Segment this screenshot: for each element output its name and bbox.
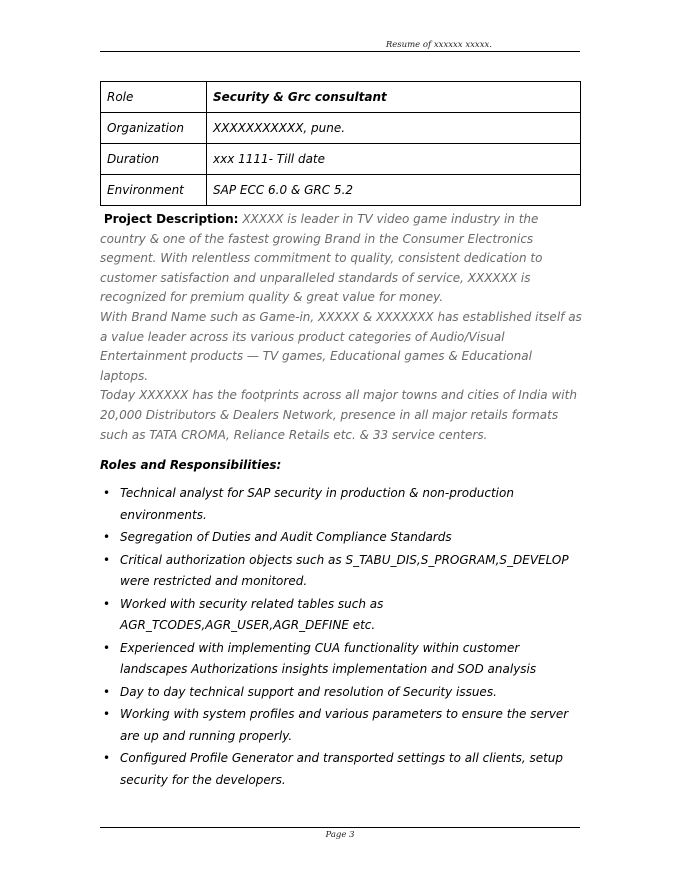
list-item bbox=[100, 748, 582, 791]
list-item bbox=[100, 550, 582, 593]
bullet-icon: • bbox=[103, 640, 111, 655]
responsibilities-list bbox=[100, 483, 582, 792]
project-info-table bbox=[100, 81, 581, 206]
organization-label: Organization bbox=[101, 113, 207, 144]
description-paragraph: Today XXXXXX has the footprints across all major towns and cities of India with 20,000 Distributors & Dealers Network, presence in all major retails formats such as TATA CROMA, Reliance Retails etc. & 33 service centers. bbox=[100, 388, 577, 442]
bullet-icon: • bbox=[103, 684, 111, 699]
list-item bbox=[100, 594, 582, 637]
bullet-icon: • bbox=[103, 707, 111, 721]
project-description bbox=[100, 210, 582, 445]
description-paragraph: With Brand Name such as Game-in, XXXXX & XXXXXXX has established itself as a value leader across its various product categories of Audio/Visual Entertainment products — TV games, Educational games & Educational laptops. bbox=[100, 309, 582, 383]
list-item bbox=[100, 483, 582, 526]
list-item bbox=[100, 682, 582, 704]
roles-heading: Roles and Responsibilities: bbox=[100, 458, 282, 472]
duration-label: Duration bbox=[101, 144, 207, 175]
list-item-text: Technical analyst for SAP security in production & non-production environments. bbox=[120, 486, 514, 522]
list-item-text: Day to day technical support and resolution of Security issues. bbox=[120, 684, 497, 699]
environment-value: SAP ECC 6.0 & GRC 5.2 bbox=[207, 175, 581, 206]
bullet-icon: • bbox=[103, 486, 111, 500]
list-item-text: Configured Profile Generator and transported settings to all clients, setup security for the developers. bbox=[120, 751, 564, 787]
table-row bbox=[101, 175, 581, 206]
bullet-icon: • bbox=[103, 530, 111, 544]
list-item-text: Worked with security related tables such as AGR_TCODES,AGR_USER,AGR_DEFINE etc. bbox=[120, 596, 384, 632]
description-text: XXXXX is leader in TV video game industry in the country & one of the fastest growing Brand in the Consumer Electronics segment. With relentless commitment to quality, consistent dedication to customer satisfaction and unparalleled standards of service, XXXXXX is recognized for premium quality & great value for money. bbox=[100, 212, 543, 305]
project-description-label: Project Description: bbox=[103, 212, 239, 226]
header-rule bbox=[100, 51, 580, 52]
organization-value: XXXXXXXXXXX, pune. bbox=[207, 113, 581, 144]
role-value: Security & Grc consultant bbox=[207, 82, 581, 113]
list-item bbox=[100, 704, 582, 747]
list-item-text: Segregation of Duties and Audit Compliance Standards bbox=[120, 530, 452, 544]
list-item bbox=[100, 527, 582, 549]
environment-label: Environment bbox=[101, 175, 207, 206]
role-label: Role bbox=[101, 82, 207, 113]
bullet-icon: • bbox=[103, 751, 111, 765]
table-row bbox=[101, 82, 581, 113]
table-row bbox=[101, 113, 581, 144]
list-item-text: Critical authorization objects such as S_TABU_DIS,S_PROGRAM,S_DEVELOP were restricted and monitored. bbox=[120, 552, 569, 588]
table-row bbox=[101, 144, 581, 175]
bullet-icon: • bbox=[103, 596, 111, 611]
bullet-icon: • bbox=[103, 552, 111, 567]
page-number: Page 3 bbox=[325, 830, 355, 840]
footer-rule bbox=[100, 827, 580, 828]
duration-value: xxx 1111- Till date bbox=[207, 144, 581, 175]
list-item bbox=[100, 638, 582, 681]
running-header: Resume of xxxxxx xxxxx. bbox=[385, 40, 492, 50]
list-item-text: Experienced with implementing CUA functionality within customer landscapes Authorizations insights implementation and SOD analysis bbox=[120, 640, 537, 676]
description-paragraph bbox=[100, 210, 582, 308]
list-item-text: Working with system profiles and various parameters to ensure the server are up and running properly. bbox=[120, 707, 569, 743]
